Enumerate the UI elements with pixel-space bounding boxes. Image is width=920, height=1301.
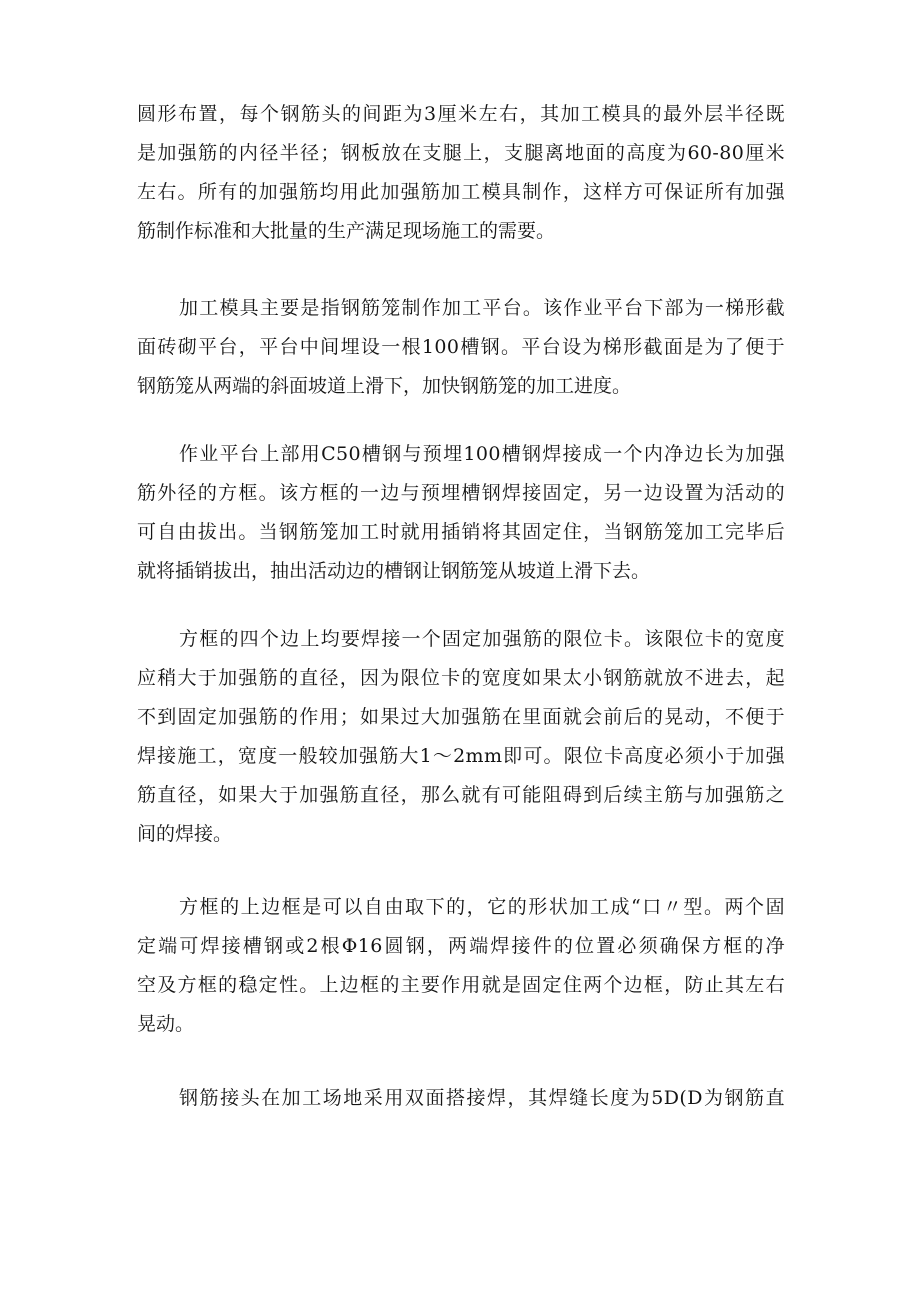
text-line: 左右。所有的加强筋均用此加强筋加工模具制作，这样方可保证所有加强 <box>137 181 785 203</box>
text-line: 定端可焊接槽钢或2根Φ16圆钢，两端焊接件的位置必须确保方框的净 <box>137 935 785 957</box>
text-line: 筋制作标准和大批量的生产满足现场施工的需要。 <box>137 220 556 242</box>
text-line: 方框的上边框是可以自由取下的，它的形状加工成“口〃型。两个固 <box>179 896 785 918</box>
text-line: 间的焊接。 <box>137 823 233 845</box>
text-line: 是加强筋的内径半径；钢板放在支腿上，支腿离地面的高度为60-80厘米 <box>137 142 785 164</box>
text-line: 方框的四个边上均要焊接一个固定加强筋的限位卡。该限位卡的宽度 <box>179 628 785 650</box>
paragraph-2 <box>137 289 785 406</box>
text-line: 空及方框的稳定性。上边框的主要作用就是固定住两个边框，防止其左右 <box>137 974 785 996</box>
text-line: 可自由拔出。当钢筋笼加工时就用插销将其固定住，当钢筋笼加工完毕后 <box>137 521 785 543</box>
text-line: 焊接施工，宽度一般较加强筋大1～2mm即可。限位卡高度必须小于加强 <box>137 745 785 767</box>
text-line: 晃动。 <box>137 1013 195 1035</box>
paragraph-1 <box>137 95 785 251</box>
text-line: 就将插销拔出，抽出活动边的槽钢让钢筋笼从坡道上滑下去。 <box>137 560 651 582</box>
paragraph-6 <box>137 1079 785 1118</box>
text-line: 不到固定加强筋的作用；如果过大加强筋在里面就会前后的晃动，不便于 <box>137 706 785 728</box>
paragraph-5 <box>137 888 785 1044</box>
text-line: 圆形布置，每个钢筋头的间距为3厘米左右，其加工模具的最外层半径既 <box>137 103 785 125</box>
paragraph-3 <box>137 435 785 591</box>
paragraph-4 <box>137 620 785 854</box>
text-line: 钢筋接头在加工场地采用双面搭接焊，其焊缝长度为5D(D为钢筋直 <box>179 1087 785 1109</box>
text-line: 钢筋笼从两端的斜面坡道上滑下，加快钢筋笼的加工进度。 <box>137 375 632 397</box>
text-line: 筋直径，如果大于加强筋直径，那么就有可能阻碍到后续主筋与加强筋之 <box>137 784 785 806</box>
text-line: 面砖砌平台，平台中间埋设一根100槽钢。平台设为梯形截面是为了便于 <box>137 336 785 358</box>
text-line: 作业平台上部用C50槽钢与预埋100槽钢焊接成一个内净边长为加强 <box>179 443 785 465</box>
text-line: 应稍大于加强筋的直径，因为限位卡的宽度如果太小钢筋就放不进去，起 <box>137 667 785 689</box>
text-line: 加工模具主要是指钢筋笼制作加工平台。该作业平台下部为一梯形截 <box>179 297 785 319</box>
text-line: 筋外径的方框。该方框的一边与预埋槽钢焊接固定，另一边设置为活动的 <box>137 482 785 504</box>
